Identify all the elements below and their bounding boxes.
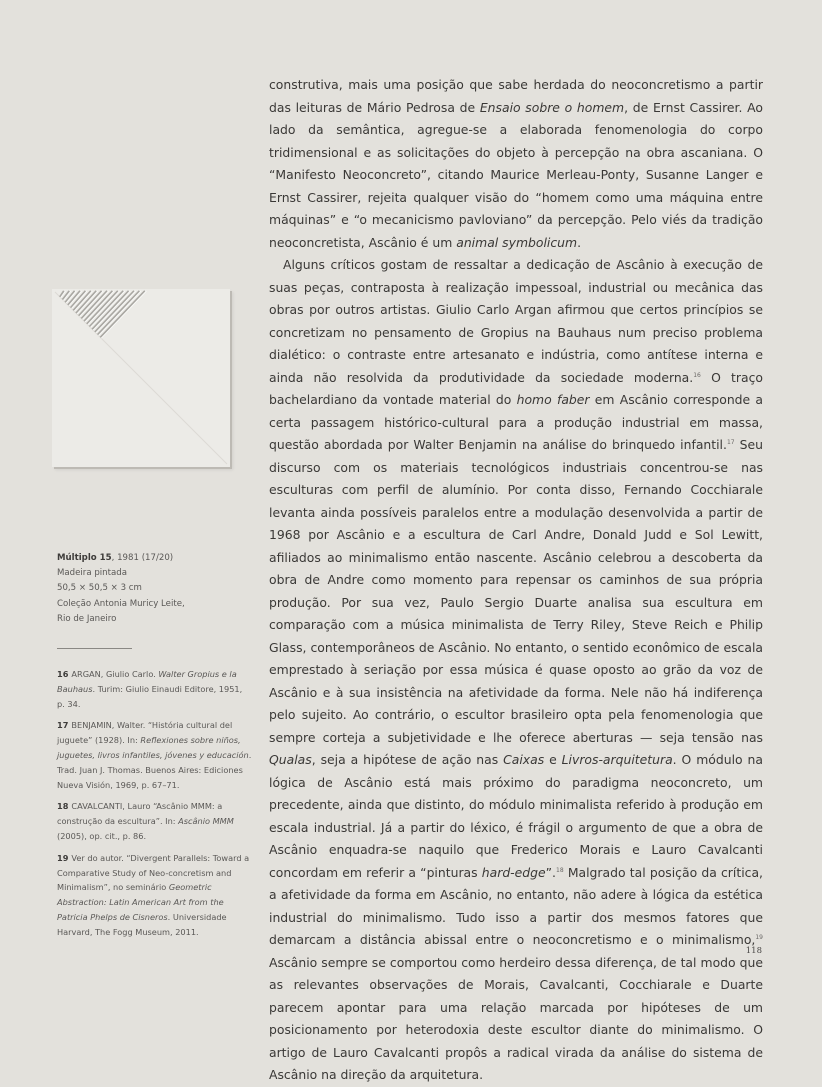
artwork-image — [52, 289, 230, 467]
text-run: . O módulo na lógica de Ascânio está mais próximo do paradigma neoconcreto, um precedente, ainda que distinto, do módulo minimalista referido à produção em escala industrial. Já a partir do léxico, é frágil o argumento de que a obra de Ascânio enquadra-se naquilo que Frederico Morais e Lauro Cavalcanti concordam em referir a “pinturas — [269, 752, 763, 880]
caption-location: Rio de Janeiro — [57, 613, 117, 624]
italic-run: Reflexiones sobre niños, juguetes, livros infantiles, jóvenes y educación — [57, 735, 249, 760]
text-run: e — [544, 752, 562, 767]
caption-collection: Coleção Antonia Muricy Leite, — [57, 598, 185, 609]
text-run: . Universidade Harvard, The Fogg Museum, 2011. — [57, 911, 227, 937]
text-run: BENJAMIN, Walter. “História cultural del juguete” (1928). In: — [57, 720, 233, 746]
text-run: construtiva, mais uma posição que sabe herdada do neoconcretismo a partir das leituras de Mário Pedrosa de — [269, 77, 763, 115]
text-run: . — [577, 234, 582, 250]
text-run: Ver do autor. “Divergent Parallels: Toward a Comparative Study of Neo-concretism and Minimalism”, no seminário — [57, 852, 250, 893]
footnote-number: 17 — [57, 720, 69, 731]
text-run: CAVALCANTI, Lauro “Ascânio MMM: a construção da escultura”. In: — [57, 801, 223, 827]
caption-title: Múltiplo 15 — [57, 553, 112, 563]
caption-dimensions: 50,5 × 50,5 × 3 cm — [57, 583, 142, 594]
text-run: ”. — [545, 864, 556, 880]
footnote-ref: 18 — [556, 866, 564, 874]
italic-run: Ascânio MMM — [178, 816, 234, 827]
artwork-relief-drawing — [52, 289, 230, 467]
text-run: . Turim: Giulio Einaudi Editore, 1951, p. 34. — [57, 683, 243, 709]
text-run: (2005), op. cit., p. 86. — [57, 830, 147, 841]
text-run: , de Ernst Cassirer. Ao lado da semântica, agregue-se a elaborada fenomenologia do corpo tridimensional e as solicitações do objeto à percepção na obra ascaniana. O “Manifesto Neoconcreto”, citando Maurice Merleau-Ponty, Susanne Langer e Ernst Cassirer, rejeita qualquer visão do “homem como uma máquina entre máquinas” e “o mecanicismo pavloviano” da percepção. Pelo viés da tradição neoconcretista, Ascânio é um — [269, 99, 763, 250]
text-run: Ascânio sempre se comportou como herdeiro dessa diferença, de tal modo que as relevantes observações de Morais, Cavalcanti, Cocchiarale e Duarte parecem apontar para uma relação marcada por hipóteses de um posicionamento por heterodoxia deste escultor diante do minimalismo. O artigo de Lauro Cavalcanti propôs a radical virada da análise do sistema de Ascânio na direção da arquitetura. — [269, 954, 763, 1082]
footnote-number: 18 — [57, 801, 69, 812]
footnote-item — [57, 718, 252, 792]
italic-run: homo faber — [516, 392, 590, 407]
text-run: Alguns críticos gostam de ressaltar a dedicação de Ascânio à execução de suas peças, contraposta à realização impessoal, industrial ou mecânica das obras por outros artistas. Giulio Carlo Argan afirmou que certos princípios se concretizam no pensamento de Gropius na Bauhaus num preciso problema dialético: o contraste entre artesanato e indústria, como antítese interna e ainda não resolvida da produtividade da sociedade moderna. — [269, 257, 763, 385]
footnote-ref: 19 — [755, 933, 763, 941]
italic-run: Geometric Abstraction: Latin American Art from the Patricia Phelps de Cisneros — [57, 882, 224, 922]
footnotes — [57, 667, 252, 947]
caption-title-line — [57, 551, 247, 566]
text-run: Seu discurso com os materiais tecnológicos industriais concentrou-se nas esculturas com perfil de alumínio. Por conta disso, Fernando Cocchiarale levanta ainda possíveis paralelos entre a modulação desenvolvida a partir de 1968 por Ascânio e a escultura de Carl Andre, Donald Judd e Sol Lewitt, afiliados ao minimalismo então nascente. Ascânio celebrou a descoberta da obra de Andre como momento para repensar os caminhos de sua própria produção. Por sua vez, Paulo Sergio Duarte analisa sua escultura em comparação com a música minimalista de Terry Riley, Steve Reich e Philip Glass, contemporâneos de Ascânio. No entanto, o sentido econômico de escala emprestado à seriação por essa música é quase oposto ao grão da voz de Ascânio e à sua insistência na afetividade da forma. Nele não há indiferença pelo sujeito. Ao contrário, o escultor brasileiro opta pela fenomenologia que sempre corteja a subjetividade e lhe oferece aberturas — seja tensão nas — [269, 437, 763, 745]
artwork-caption — [57, 551, 247, 627]
text-run: ARGAN, Giulio Carlo. — [71, 669, 159, 679]
body-paragraph — [269, 74, 763, 254]
page-number: 118 — [745, 946, 762, 956]
caption-material: Madeira pintada — [57, 568, 127, 579]
italic-run: Livros-arquitetura — [561, 752, 673, 767]
text-run: O traço bachelardiano da vontade material do — [269, 369, 763, 407]
footnote-number: 16 — [57, 669, 69, 679]
text-run: em Ascânio corresponde a certa passagem histórico-cultural para a produção industrial em massa, questão abordada por Walter Benjamin na análise do brinquedo infantil. — [269, 392, 764, 452]
footnote-item — [57, 851, 252, 940]
italic-run: Qualas — [269, 752, 312, 767]
caption-date: , 1981 (17/20) — [111, 553, 174, 563]
footnote-ref: 16 — [693, 371, 701, 379]
text-run: Malgrado tal posição da crítica, a afetividade da forma em Ascânio, no entanto, não adere à lógica da estética industrial do minimalismo. Tudo isso a partir dos mesmos fatores que demarcam a distância abissal entre o neoconcretismo e o minimalismo, — [269, 864, 763, 947]
italic-run: hard-edge — [481, 864, 546, 880]
notes-separator — [57, 648, 132, 649]
text-run: , seja a hipótese de ação nas — [311, 752, 504, 767]
italic-run: Walter Gropius e la Bauhaus — [57, 669, 237, 694]
footnote-ref: 17 — [726, 438, 735, 446]
footnote-item — [57, 667, 252, 711]
body-text — [269, 74, 763, 1087]
footnote-number: 19 — [57, 852, 69, 863]
italic-run: animal symbolicum — [456, 234, 578, 250]
italic-run: Ensaio sobre o homem — [479, 99, 625, 115]
body-paragraph — [269, 254, 763, 1087]
text-run: . Trad. Juan J. Thomas. Buenos Aires: Ediciones Nueva Visión, 1969, p. 67–71. — [57, 749, 252, 790]
footnote-item — [57, 799, 252, 843]
italic-run: Caixas — [503, 752, 545, 767]
